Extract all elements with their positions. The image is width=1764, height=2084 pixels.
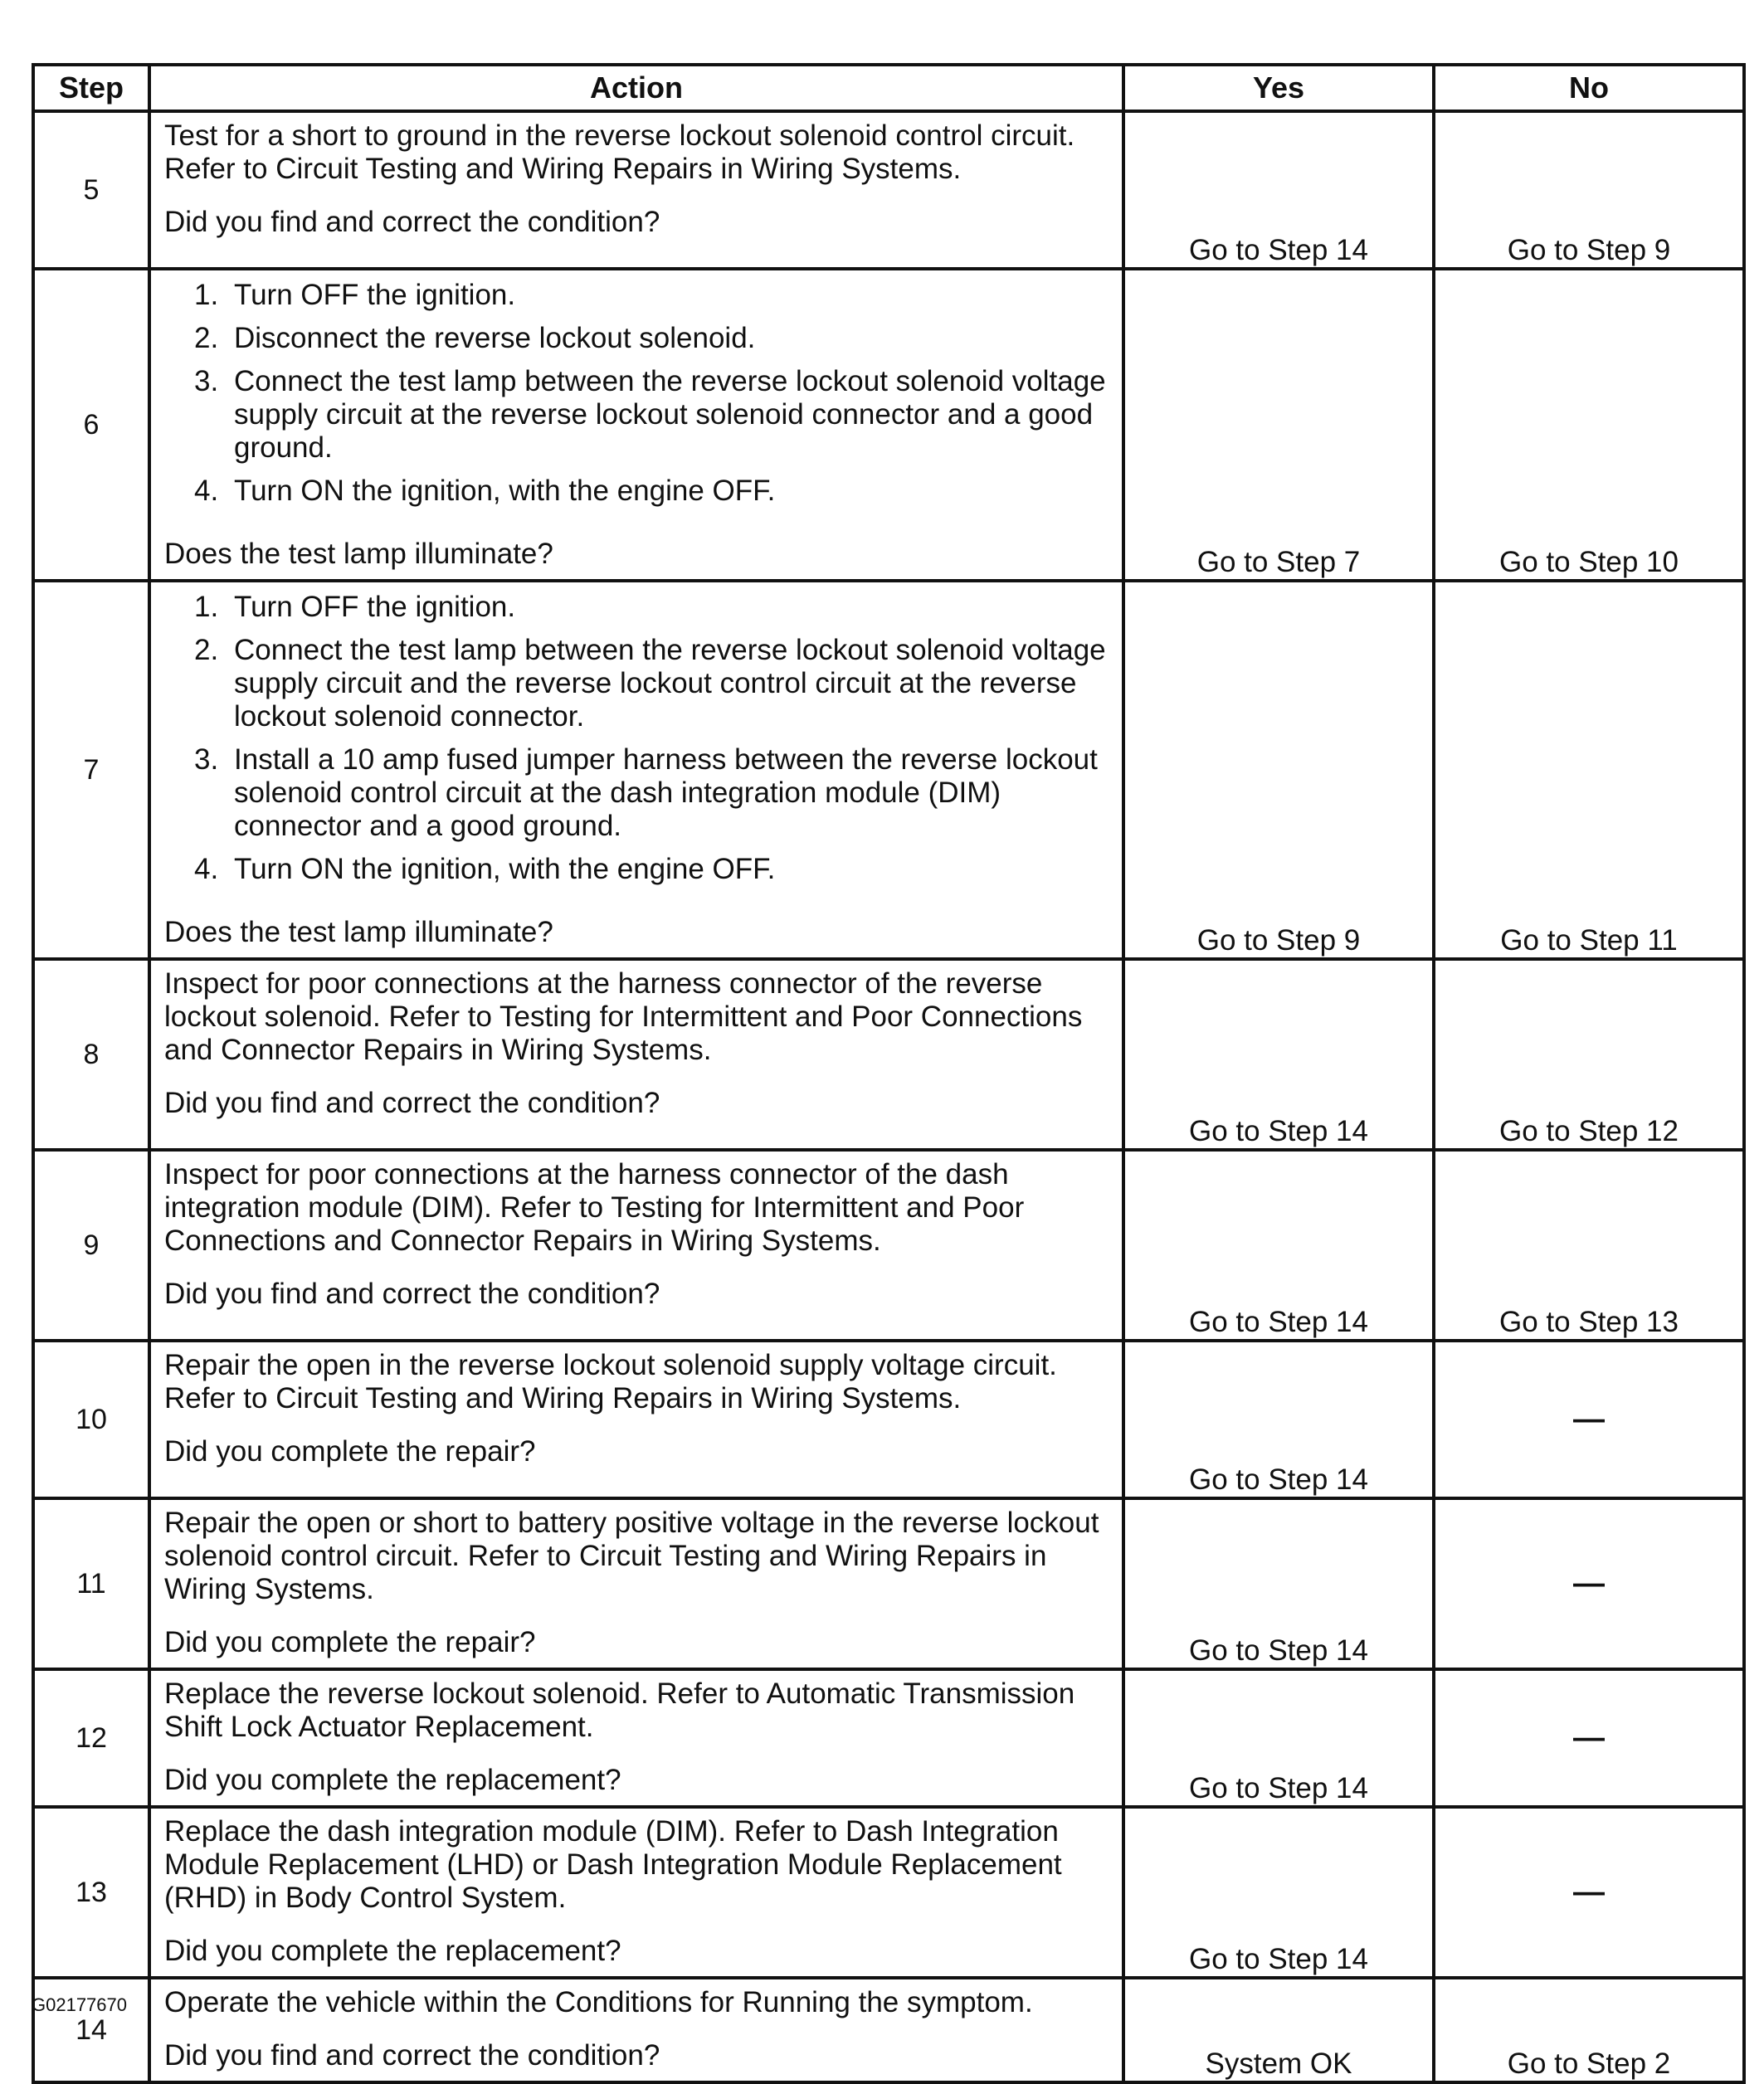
yes-cell: Go to Step 14 [1123, 959, 1434, 1150]
action-cell [149, 1978, 1123, 2082]
step-number: 13 [33, 1807, 149, 1978]
action-question: Did you complete the repair? [164, 1435, 536, 1468]
list-item: 2. Connect the test lamp between the reverse lockout solenoid voltage supply circuit and the reverse lockout control circuit at the reverse lockout solenoid connector. [194, 634, 1106, 733]
action-text: Inspect for poor connections at the harness connector of the dash integration module (DIM). Refer to Testing for Intermittent and Poor Connections and Connector Repairs in Wiring Systems. [164, 1158, 1025, 1257]
step-number: 5 [33, 111, 149, 269]
action-text: Replace the dash integration module (DIM). Refer to Dash Integration Module Replacement (LHD) or Dash Integration Module Replacement (RHD) in Body Control System. [164, 1815, 1062, 1914]
yes-cell: System OK [1123, 1978, 1434, 2082]
list-item-text: Turn OFF the ignition. [234, 591, 516, 623]
action-cell [149, 581, 1123, 959]
action-text: Operate the vehicle within the Conditions for Running the symptom. [164, 1986, 1033, 2018]
step-number: 10 [33, 1341, 149, 1498]
action-question: Did you complete the replacement? [164, 1935, 621, 1967]
no-cell: Go to Step 12 [1434, 959, 1744, 1150]
diagnostic-table [32, 63, 1746, 2084]
action-text: Test for a short to ground in the reverse lockout solenoid control circuit. Refer to Circuit Testing and Wiring Repairs in Wiring Systems. [164, 119, 1075, 185]
action-question: Did you find and correct the condition? [164, 1087, 660, 1119]
no-cell: — [1434, 1341, 1744, 1498]
yes-cell: Go to Step 14 [1123, 1807, 1434, 1978]
step-number: 7 [33, 581, 149, 959]
yes-cell: Go to Step 9 [1123, 581, 1434, 959]
no-cell: — [1434, 1669, 1744, 1807]
action-question: Did you complete the replacement? [164, 1764, 621, 1796]
no-cell: — [1434, 1807, 1744, 1978]
table-row [33, 1341, 1744, 1498]
table-row [33, 1150, 1744, 1341]
step-number: 9 [33, 1150, 149, 1341]
action-text: Replace the reverse lockout solenoid. Refer to Automatic Transmission Shift Lock Actuator Replacement. [164, 1677, 1075, 1743]
list-item: 4. Turn ON the ignition, with the engine OFF. [194, 475, 776, 507]
step-number: 12 [33, 1669, 149, 1807]
yes-cell: Go to Step 14 [1123, 1341, 1434, 1498]
yes-cell: Go to Step 14 [1123, 111, 1434, 269]
table-row [33, 111, 1744, 269]
step-number: 6 [33, 269, 149, 581]
action-question: Did you find and correct the condition? [164, 206, 660, 238]
no-cell: — [1434, 1498, 1744, 1669]
step-number: 8 [33, 959, 149, 1150]
table-row [33, 1807, 1744, 1978]
table-row [33, 1669, 1744, 1807]
action-question: Does the test lamp illuminate? [164, 538, 553, 570]
list-item-text: Turn OFF the ignition. [234, 279, 516, 311]
no-cell: Go to Step 10 [1434, 269, 1744, 581]
no-cell: Go to Step 9 [1434, 111, 1744, 269]
table-row [33, 269, 1744, 581]
list-item-text: Turn ON the ignition, with the engine OFF. [234, 853, 776, 885]
action-cell [149, 111, 1123, 269]
table-row [33, 581, 1744, 959]
action-text: Repair the open in the reverse lockout solenoid supply voltage circuit. Refer to Circuit Testing and Wiring Repairs in Wiring Systems. [164, 1349, 1057, 1414]
action-cell [149, 1341, 1123, 1498]
action-question: Did you complete the repair? [164, 1626, 536, 1658]
action-cell [149, 1498, 1123, 1669]
table-row [33, 959, 1744, 1150]
procedure-list [164, 277, 1110, 518]
step-number: 14 [33, 1978, 149, 2082]
no-cell: Go to Step 2 [1434, 1978, 1744, 2082]
yes-cell: Go to Step 14 [1123, 1498, 1434, 1669]
list-item: 3. Install a 10 amp fused jumper harness between the reverse lockout solenoid control circuit at the dash integration module (DIM) connector and a good ground. [194, 743, 1098, 842]
step-number: 11 [33, 1498, 149, 1669]
header-no: No [1434, 65, 1744, 111]
action-cell [149, 1669, 1123, 1807]
action-question: Did you find and correct the condition? [164, 1278, 660, 1310]
table-row [33, 1978, 1744, 2082]
header-step: Step [33, 65, 149, 111]
header-action: Action [149, 65, 1123, 111]
list-item-text: Connect the test lamp between the reverse lockout solenoid voltage supply circuit at the reverse lockout solenoid connector and a good ground. [234, 365, 1106, 464]
no-cell: Go to Step 13 [1434, 1150, 1744, 1341]
action-cell [149, 1807, 1123, 1978]
list-item: 2. Disconnect the reverse lockout solenoid. [194, 322, 756, 354]
list-item: 4. Turn ON the ignition, with the engine OFF. [194, 853, 776, 885]
table-row [33, 1498, 1744, 1669]
no-cell: Go to Step 11 [1434, 581, 1744, 959]
procedure-list [164, 589, 1110, 896]
action-text: Repair the open or short to battery positive voltage in the reverse lockout solenoid control circuit. Refer to Circuit Testing and Wiring Repairs in Wiring Systems. [164, 1507, 1099, 1605]
list-item-text: Install a 10 amp fused jumper harness between the reverse lockout solenoid control circuit at the dash integration module (DIM) connector and a good ground. [234, 743, 1098, 842]
action-question: Did you find and correct the condition? [164, 2039, 660, 2072]
yes-cell: Go to Step 14 [1123, 1669, 1434, 1807]
list-item-text: Disconnect the reverse lockout solenoid. [234, 322, 756, 354]
list-item-text: Connect the test lamp between the reverse lockout solenoid voltage supply circuit and the reverse lockout control circuit at the reverse lockout solenoid connector. [234, 634, 1106, 733]
action-cell [149, 959, 1123, 1150]
action-cell [149, 1150, 1123, 1341]
header-yes: Yes [1123, 65, 1434, 111]
yes-cell: Go to Step 7 [1123, 269, 1434, 581]
list-item-text: Turn ON the ignition, with the engine OFF. [234, 475, 776, 507]
action-text: Inspect for poor connections at the harness connector of the reverse lockout solenoid. Refer to Testing for Intermittent and Poor Connections and Connector Repairs in Wiring Systems. [164, 967, 1083, 1066]
action-cell [149, 269, 1123, 581]
list-item: 1. Turn OFF the ignition. [194, 279, 516, 311]
action-question: Does the test lamp illuminate? [164, 916, 553, 948]
header-row [33, 65, 1744, 111]
list-item: 1. Turn OFF the ignition. [194, 591, 516, 623]
figure-code: G02177670 [32, 1994, 127, 2015]
yes-cell: Go to Step 14 [1123, 1150, 1434, 1341]
list-item: 3. Connect the test lamp between the reverse lockout solenoid voltage supply circuit at the reverse lockout solenoid connector and a good ground. [194, 365, 1106, 464]
